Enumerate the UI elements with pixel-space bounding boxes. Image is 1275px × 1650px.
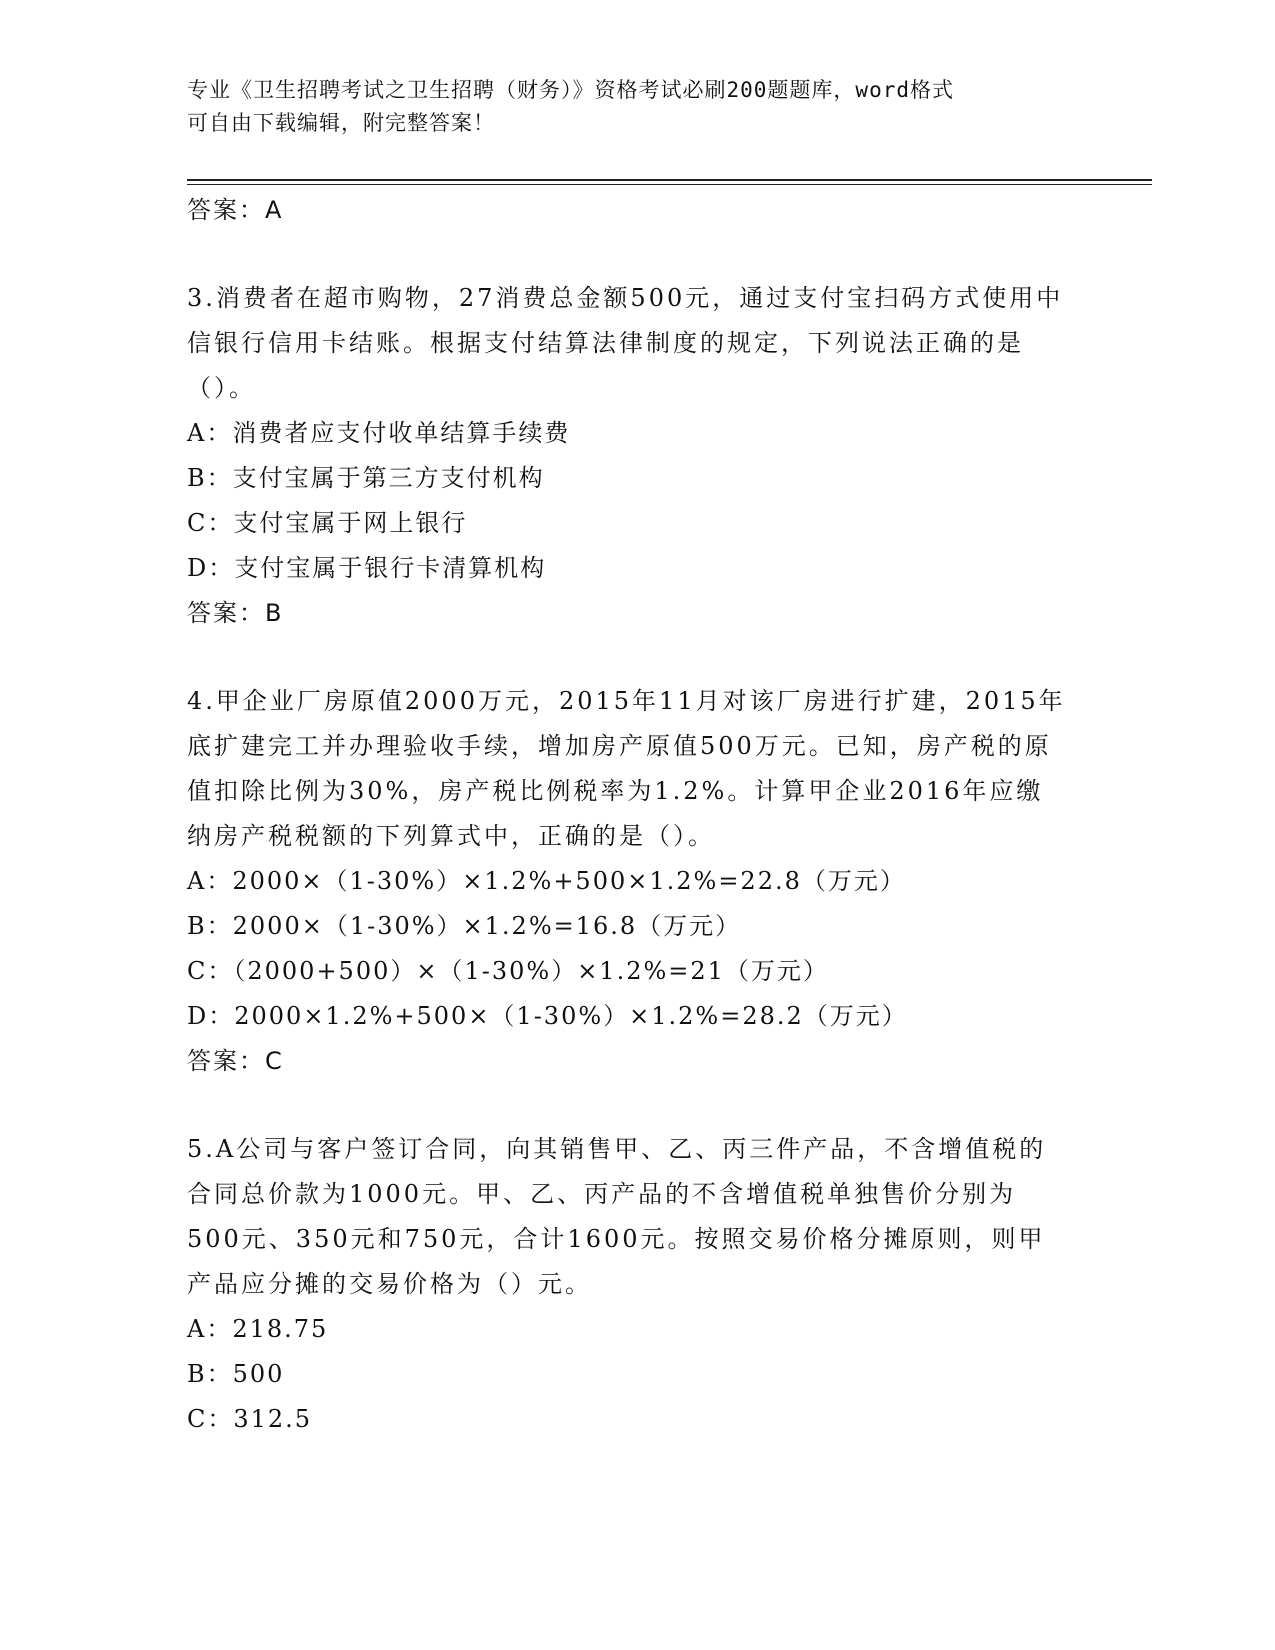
question-3 bbox=[187, 276, 1067, 636]
answer-label: 答案：B bbox=[187, 599, 284, 627]
option-c: C：312.5 bbox=[187, 1405, 313, 1433]
question-stem: 5.A公司与客户签订合同，向其销售甲、乙、丙三件产品，不含增值税的合同总价款为1000元。甲、乙、丙产品的不含增值税单独售价分别为500元、350元和750元，合计1600元。按照交易价格分摊原则，则甲产品应分摊的交易价格为（）元。 bbox=[187, 1135, 1047, 1298]
option-b: B：支付宝属于第三方支付机构 bbox=[187, 464, 545, 492]
option-c: C：支付宝属于网上银行 bbox=[187, 509, 468, 537]
answer-label: 答案：A bbox=[187, 196, 284, 224]
option-d: D：支付宝属于银行卡清算机构 bbox=[187, 554, 547, 582]
question-stem: 3.消费者在超市购物，27消费总金额500元，通过支付宝扫码方式使用中信银行信用卡结账。根据支付结算法律制度的规定，下列说法正确的是（）。 bbox=[187, 284, 1064, 402]
header-line-2: 可自由下载编辑，附完整答案！ bbox=[187, 111, 495, 135]
header-rule-thick bbox=[187, 179, 1152, 181]
header-line-1: 专业《卫生招聘考试之卫生招聘（财务）》资格考试必刷200题题库，word格式 bbox=[187, 78, 954, 102]
answer-label: 答案：C bbox=[187, 1047, 284, 1075]
option-a: A：消费者应支付收单结算手续费 bbox=[187, 419, 571, 447]
question-5 bbox=[187, 1127, 1067, 1442]
question-stem: 4.甲企业厂房原值2000万元，2015年11月对该厂房进行扩建，2015年底扩建完工并办理验收手续，增加房产原值500万元。已知，房产税的原值扣除比例为30%，房产税比例税率为1.2%。计算甲企业2016年应缴纳房产税税额的下列算式中，正确的是（）。 bbox=[187, 687, 1066, 850]
option-b: B：2000×（1-30%）×1.2%=16.8（万元） bbox=[187, 912, 742, 940]
option-a: A：218.75 bbox=[187, 1315, 329, 1343]
question-4 bbox=[187, 679, 1067, 1084]
question-list bbox=[187, 188, 1067, 1442]
option-a: A：2000×（1-30%）×1.2%+500×1.2%=22.8（万元） bbox=[187, 867, 906, 895]
option-b: B：500 bbox=[187, 1360, 285, 1388]
document-header bbox=[187, 74, 1067, 140]
option-c: C：（2000+500）×（1-30%）×1.2%=21（万元） bbox=[187, 957, 829, 985]
header-rule-thin bbox=[187, 184, 1152, 185]
option-d: D：2000×1.2%+500×（1-30%）×1.2%=28.2（万元） bbox=[187, 1002, 908, 1030]
